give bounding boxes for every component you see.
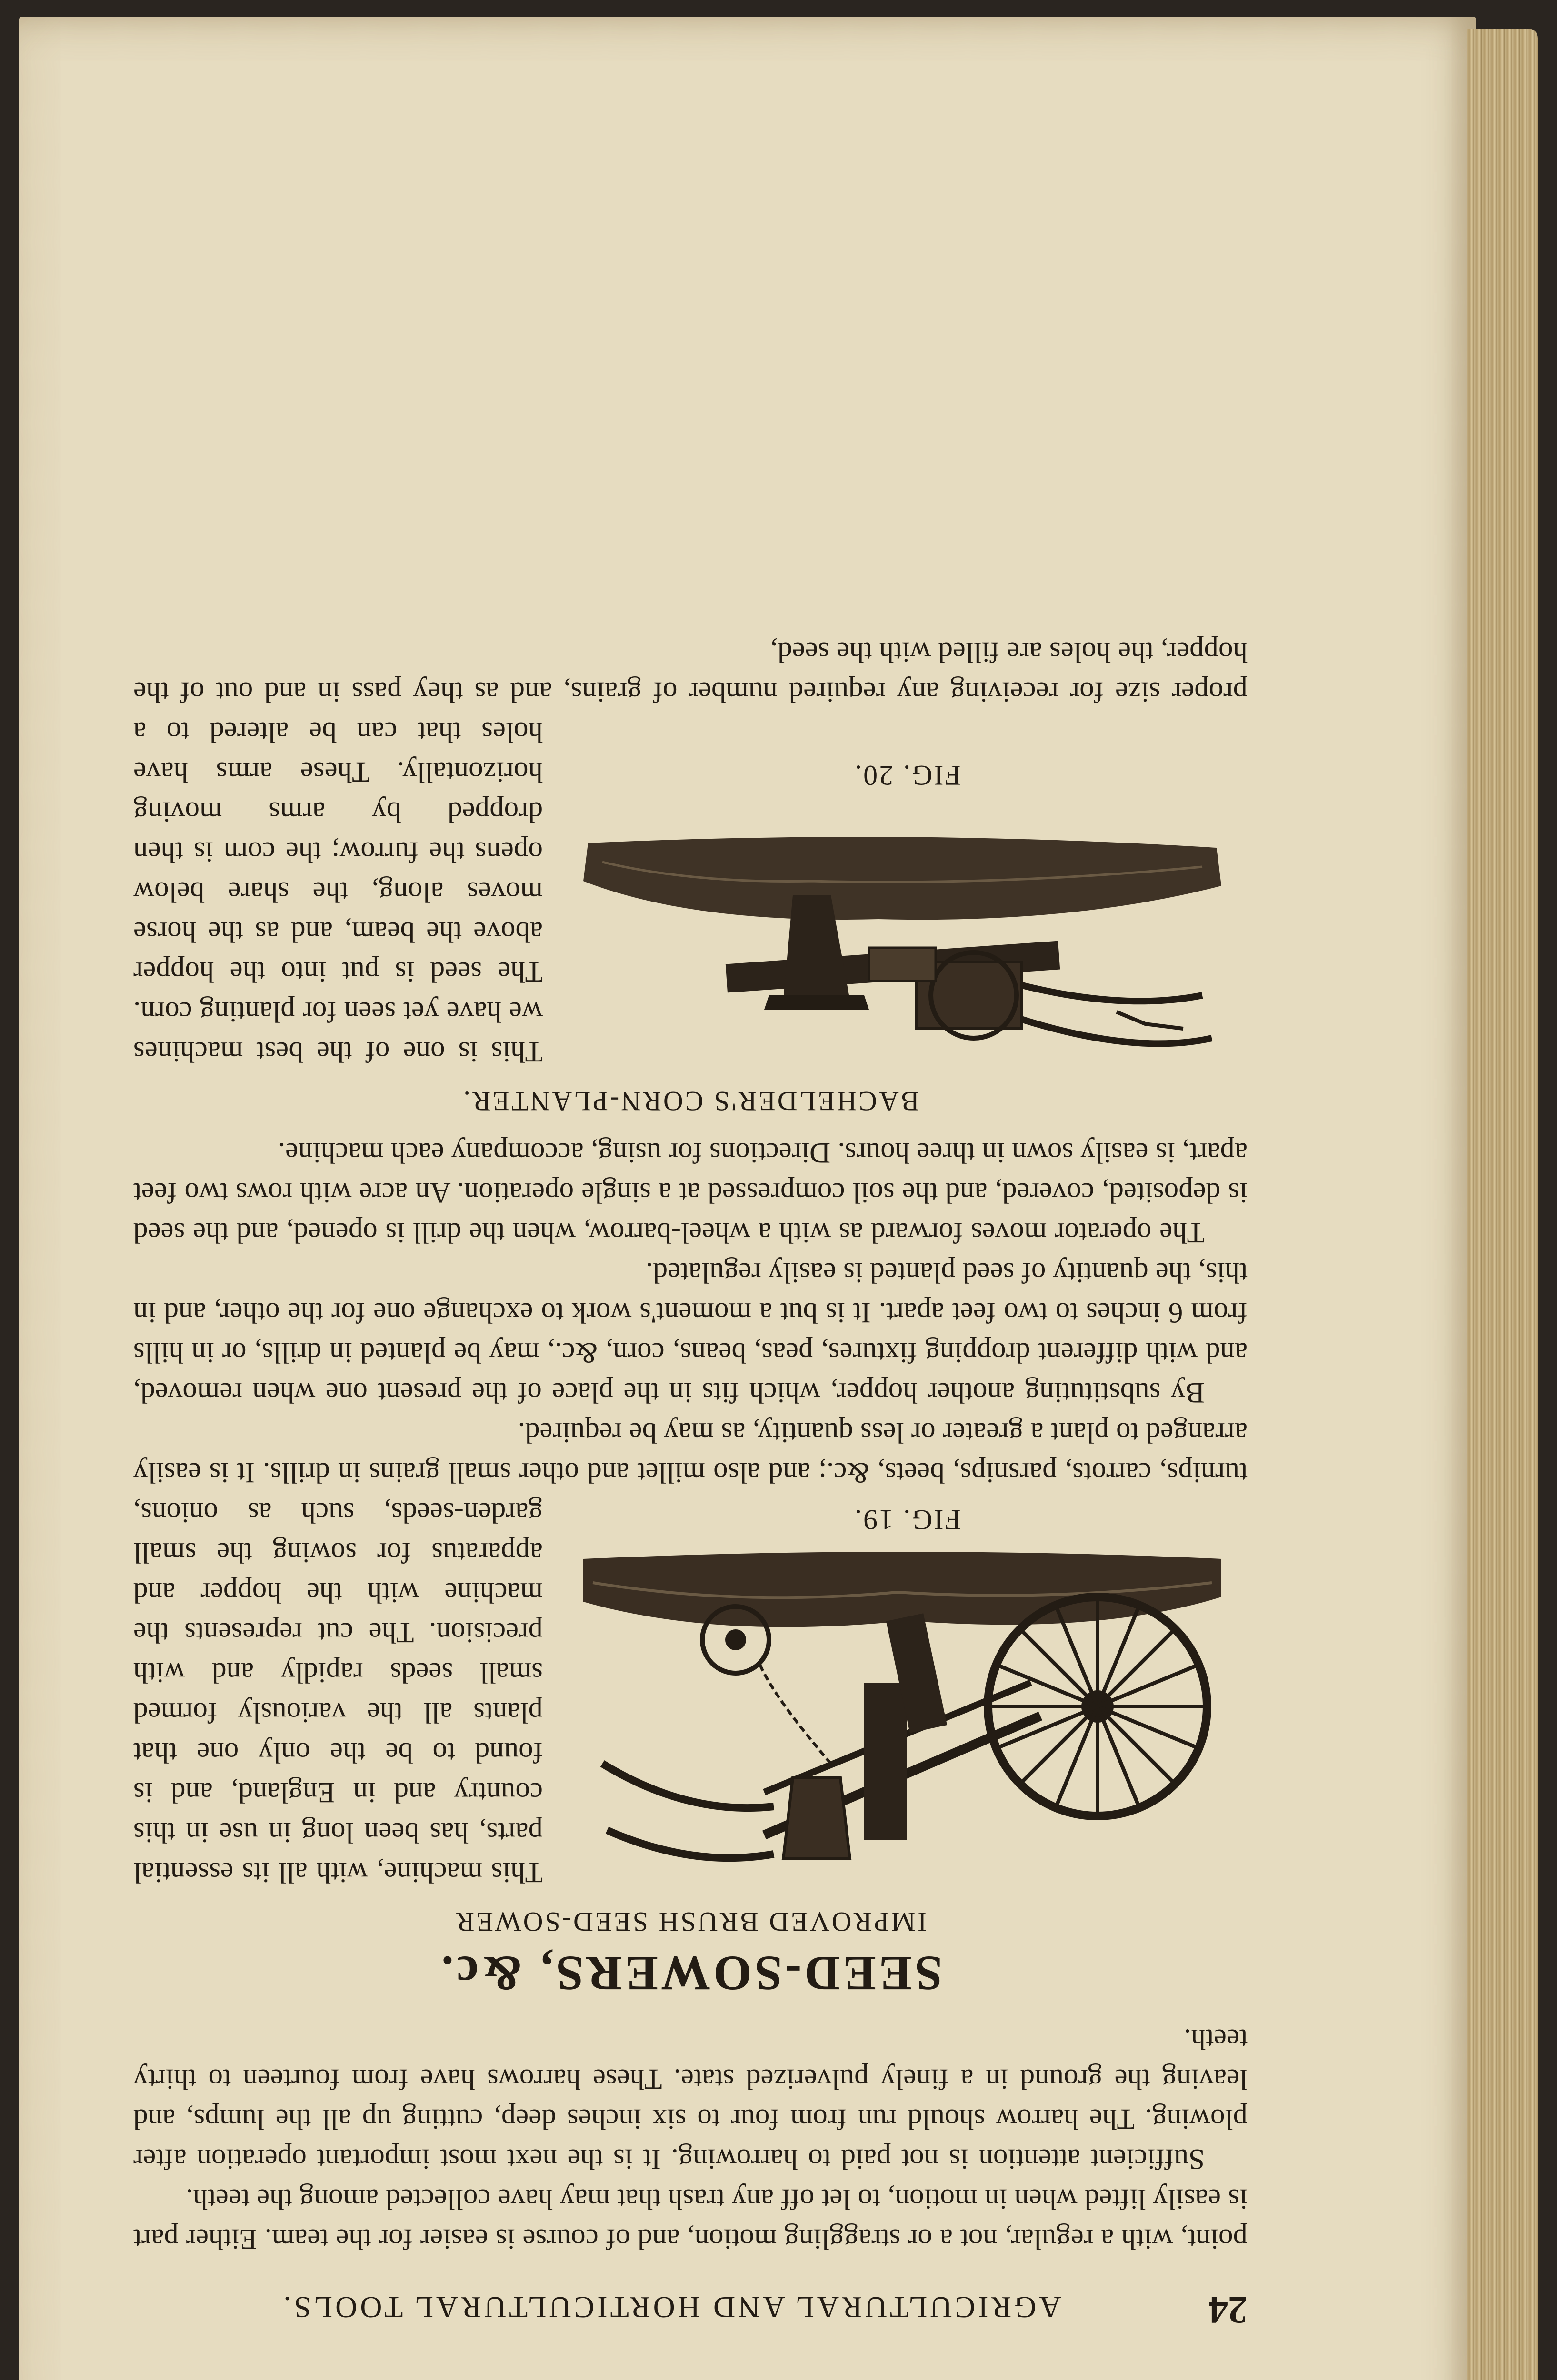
fig19-block <box>133 1412 1248 1892</box>
fig19-label: FIG. 19. <box>853 1504 961 1536</box>
fig20-label: FIG. 20. <box>853 760 961 791</box>
running-head <box>133 2287 1248 2330</box>
fig19-text: This machine, with all its essential parts, has been long in use in this country and in England, and is found to be the only one that plants all the variously formed small seeds rapidly and with precision. The cut represents the machine with the hopper and apparatus for sowing the small garden-seeds, such as onions, turnips, carrots, parsnips, beets, &c.; and also millet and other small grains in drills. It is easily arranged to plant a greater or less quantity, as may be required. <box>133 1417 1248 1888</box>
fig19-figure <box>567 1500 1248 1887</box>
page-edges <box>1467 29 1538 2380</box>
paragraph-4: The operator moves forward as with a wheel-barrow, when the drill is opened, and the seed is deposited, covered, and the soil compressed at a single operation. An acre with rows two feet apart, is easily sown in three hours. Directions for using, accompany each machine. <box>133 1137 1248 1249</box>
seed-sower-illustration <box>574 1545 1240 1887</box>
paragraph-3: By substituting another hopper, which fits in the place of the present one when removed, and with different dropping fixtures, peas, beans, corn, &c., may be planted in drills, or in hills from 6 inches to two feet apart. It is but a moment's work to exchange one for the other, and in this, the quantity of seed planted is easily regulated. <box>133 1257 1248 1408</box>
text-block <box>133 632 1248 2330</box>
fig20-figure <box>567 755 1248 1067</box>
corn-planter-illustration <box>574 800 1240 1067</box>
fig19-caption: IMPROVED BRUSH SEED-SOWER <box>454 1906 927 1937</box>
paragraph-1: point, with a regular, not a or straggling motion, and of course is easier for the team. Either part is easily lifted when in motion, to let off any trash that may have collected among the teeth. <box>133 2183 1248 2255</box>
fig20-caption: BACHELDER'S CORN-PLANTER. <box>461 1086 919 1117</box>
page-number: 24 <box>1208 2289 1248 2332</box>
section-heading: SEED-SOWERS, &c. <box>438 1946 943 2001</box>
fig20-text: This is one of the best machines we have yet seen for planting corn. The seed is put into the hopper above the beam, and as the horse moves along, the share below opens the furrow; the corn is then dropped by arms moving horizontally. These arms have holes that can be altered to a proper size for receiving any required number of grains, and as they pass in and out of the hopper, the holes are filled with the seed, <box>133 636 1248 1068</box>
paragraph-2: Sufficient attention is not paid to harrowing. It is the next most important operation after plowing. The harrow should run from four to six inches deep, cutting up all the lumps, and leaving the ground in a finely pulverized state. These harrows have from fourteen to thirty teeth. <box>133 2023 1248 2175</box>
running-title: AGRICULTURAL AND HORTICULTURAL TOOLS. <box>280 2291 1061 2324</box>
fig20-block <box>133 632 1248 1071</box>
page-content-rotated <box>19 17 1476 2380</box>
